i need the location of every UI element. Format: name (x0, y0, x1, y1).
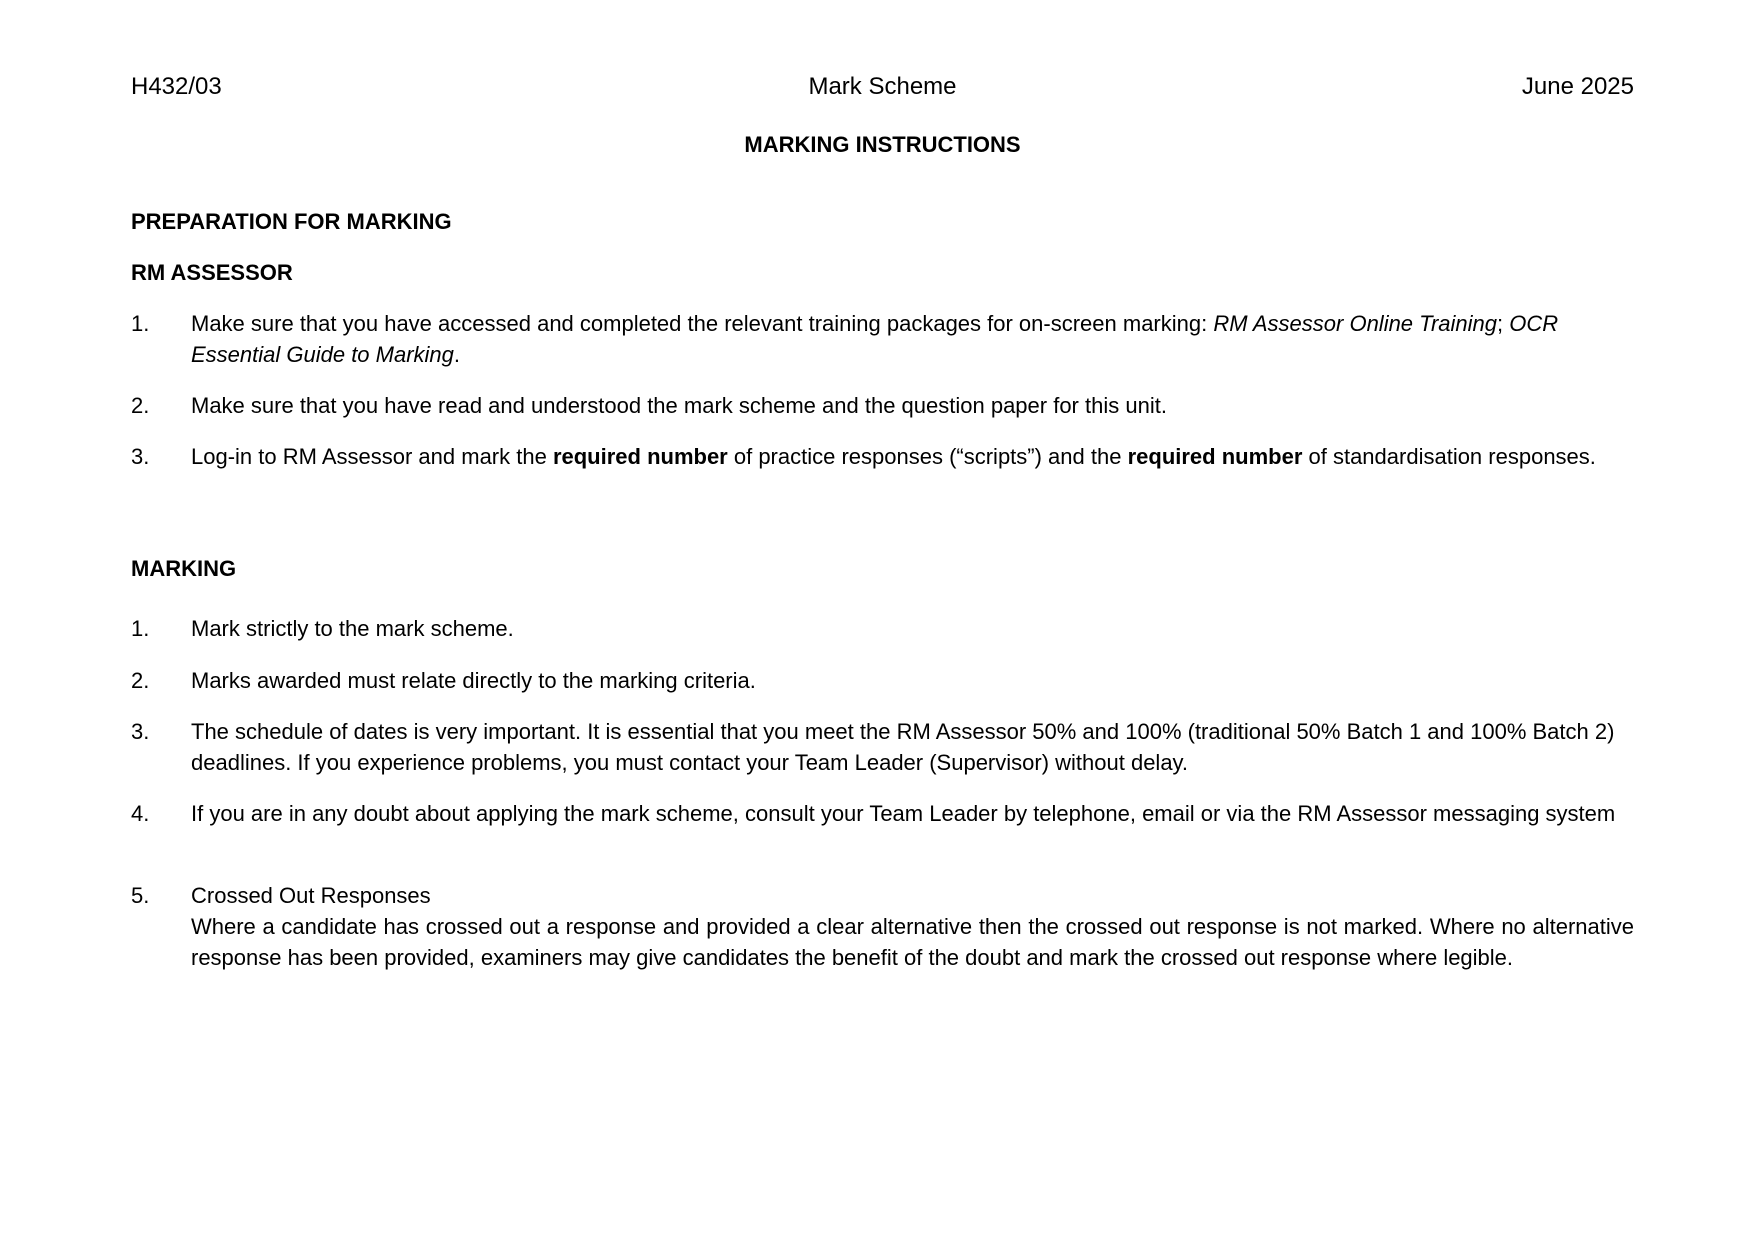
item-text (191, 880, 1634, 973)
item-body: Where a candidate has crossed out a response and provided a clear alternative then the crossed out response is not marked. Where no alternative response has been provided, examiners may give candidates the benefit of the doubt and mark the crossed out response where legible. (191, 914, 1634, 970)
item-number: 1. (131, 616, 150, 641)
page-title: MARKING INSTRUCTIONS (744, 132, 1021, 157)
item-number: 3. (131, 719, 150, 744)
preparation-heading: PREPARATION FOR MARKING (131, 209, 452, 234)
item-number: 2. (131, 393, 150, 418)
item-text: Mark strictly to the mark scheme. (191, 616, 514, 641)
item-text-part: Make sure that you have accessed and completed the relevant training packages for on-screen marking: (191, 311, 1214, 336)
page-header (131, 70, 1634, 104)
marking-item-5 (131, 880, 1634, 973)
emphasis: required number (1127, 444, 1303, 469)
item-text-part: ; (1497, 311, 1510, 336)
item-text-part: . (453, 342, 461, 367)
marking-item-4 (131, 798, 1634, 829)
marking-item-3 (131, 716, 1634, 778)
item-text: If you are in any doubt about applying the mark scheme, consult your Team Leader by telephone, email or via the RM Assessor messaging system (191, 801, 1616, 826)
item-text: Marks awarded must relate directly to the marking criteria. (191, 668, 756, 693)
item-number: 4. (131, 801, 150, 826)
preparation-item-1 (131, 308, 1634, 370)
document-page (131, 0, 1634, 1241)
guide-title: OCR Essential Guide to Marking (191, 311, 1559, 367)
preparation-item-3 (131, 441, 1634, 472)
item-text-part: Log-in to RM Assessor and mark the (191, 444, 553, 469)
item-title: Crossed Out Responses (191, 883, 431, 908)
item-text: The schedule of dates is very important. It is essential that you meet the RM Assessor 50% and 100% (traditional 50% Batch 1 and 100% Batch 2) deadlines. If you experience problems, you must contact your Team Leader (Supervisor) without delay. (191, 719, 1615, 775)
item-number: 3. (131, 444, 150, 469)
header-date: June 2025 (1521, 73, 1634, 100)
item-text-part: of practice responses (“scripts”) and the (727, 444, 1128, 469)
item-text (191, 308, 1634, 370)
preparation-item-2 (131, 390, 1634, 421)
item-text (191, 441, 1634, 472)
item-text: Make sure that you have read and understood the mark scheme and the question paper for this unit. (191, 393, 1167, 418)
emphasis: required number (552, 444, 728, 469)
item-number: 2. (131, 668, 150, 693)
paper-code: H432/03 (131, 73, 222, 100)
marking-item-1 (131, 613, 1634, 644)
item-number: 1. (131, 311, 150, 336)
training-title: RM Assessor Online Training (1213, 311, 1498, 336)
item-number: 5. (131, 883, 150, 908)
marking-item-2 (131, 665, 1634, 696)
header-title: Mark Scheme (808, 73, 957, 100)
rm-assessor-subheading: RM ASSESSOR (131, 260, 293, 285)
marking-heading: MARKING (131, 556, 237, 581)
item-text-part: of standardisation responses. (1302, 444, 1596, 469)
